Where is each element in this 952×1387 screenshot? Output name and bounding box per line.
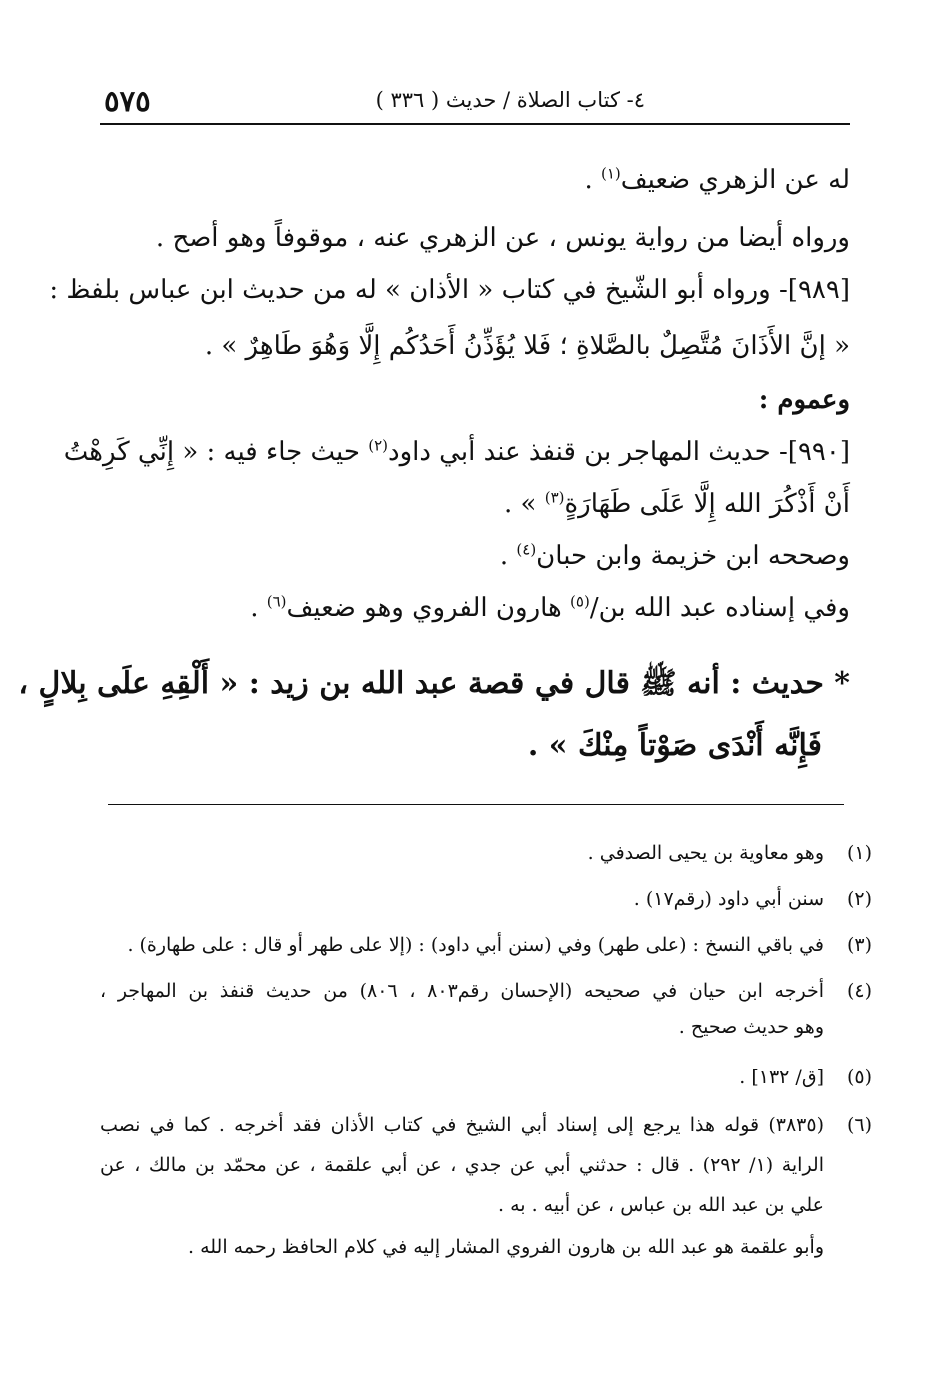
section-label: وعموم : (758, 385, 850, 415)
footnote-text: سنن أبي داود (رقم١٧) . (633, 888, 824, 910)
footnote-continuation: وهو حديث صحيح . (678, 1016, 824, 1038)
footnote-text: وهو معاوية بن يحيى الصدفي . (587, 842, 824, 864)
page-header (100, 84, 850, 122)
body-line-1: له عن الزهري ضعيف$^{(١)}$ . (584, 164, 850, 195)
body-line-9: وفي إسناده عبد الله بن/$^{(٥)}$ هارون الفروي وهو ضعيف$^{(٦)}$ . (250, 592, 850, 623)
running-title: ٤- كتاب الصلاة / حديث ( ٣٣٦ ) (375, 88, 645, 112)
hadith-heading-line-1: * حديث : أنه ﷺ قال في قصة عبد الله بن زيد : « أَلْقِهِ علَى بِلالٍ ، (18, 666, 850, 701)
footnote-number: (٣) (846, 934, 872, 956)
footnote-6 (100, 1110, 872, 1270)
footnote-ref: (٥) (570, 592, 590, 611)
footnote-number: (٤) (846, 980, 872, 1002)
footnote-text: في باقي النسخ : (على طهر) وفي (سنن أبي داود) : (إلا على طهر أو قال : على طهارة) . (127, 934, 824, 956)
footnote-continuation: علي بن عبد الله بن عباس ، عن أبيه . به . (497, 1194, 824, 1216)
page-number: ٥٧٥ (104, 84, 151, 118)
body-line-3: [٩٨٩]- ورواه أبو الشّيخ في كتاب « الأذان » له من حديث ابن عباس بلفظ : (49, 275, 850, 305)
footnote-ref: (٣) (544, 488, 565, 507)
body-line-8: وصححه ابن خزيمة وابن حبان$^{(٤)}$ . (499, 540, 850, 571)
body-line-7: أَنْ أَذْكُرَ الله إِلَّا عَلَى طَهَارَةٍ$^{(٣)}$ » . (504, 488, 850, 519)
footnote-text: (٣٨٣٥) قوله هذا يرجع إلى إسناد أبي الشيخ في كتاب الأذان فقد أخرجه . كما في نصب (100, 1114, 824, 1136)
footnote-number: (٦) (846, 1114, 872, 1136)
footnote-continuation: وأبو علقمة هو عبد الله بن هارون الفروي المشار إليه في كلام الحافظ رحمه الله . (188, 1236, 824, 1258)
footnote-number: (٥) (846, 1066, 872, 1088)
body-line-6: [٩٩٠]- حديث المهاجر بن قنفذ عند أبي داود$^{(٢)}$ حيث جاء فيه : « إِنِّي كَرِهْتُ (63, 436, 850, 467)
footnote-text: أخرجه ابن حيان في صحيحه (الإحسان رقم٨٠٣ ، ٨٠٦) من حديث قنفذ بن المهاجر ، (100, 980, 825, 1002)
footnote-text: [ق/ ١٣٢] . (739, 1066, 824, 1088)
header-rule (100, 123, 850, 125)
footnote-ref: (١) (600, 164, 621, 183)
hadith-heading-line-2: فَإِنَّه أَنْدَى صَوْتاً مِنْكَ » . (527, 728, 822, 763)
footnote-number: (٢) (846, 888, 872, 910)
footnote-ref: (٦) (266, 592, 287, 611)
body-line-4: « إنَّ الأَذَانَ مُتَّصِلٌ بالصَّلاةِ ؛ فَلا يُؤَذِّنُ أَحَدُكُم إِلَّا وَهُوَ طَاهِرٌ » . (204, 331, 850, 361)
footnote-continuation: الراية (١/ ٢٩٢) . قال : حدثني أبي عن جدي ، عن أبي علقمة ، عن محمّد بن مالك ، عن (100, 1154, 824, 1176)
footnote-number: (١) (846, 842, 872, 864)
footnote-ref: (٢) (368, 436, 388, 455)
footnote-ref: (٤) (516, 540, 537, 559)
footnote-rule (108, 804, 844, 805)
footnote-4 (100, 976, 872, 1046)
body-line-2: ورواه أيضا من رواية يونس ، عن الزهري عنه ، موقوفاً وهو أصح . (155, 223, 850, 253)
